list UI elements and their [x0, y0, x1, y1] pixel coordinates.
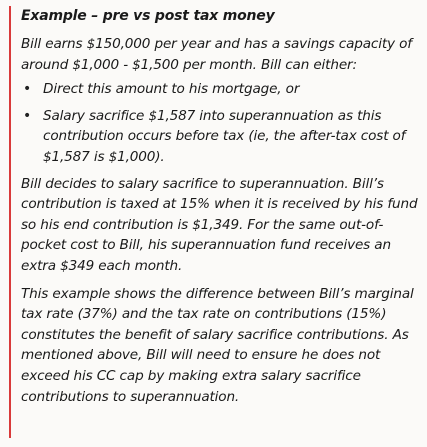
accent-bar: [9, 6, 11, 438]
callout-heading: Example – pre vs post tax money: [21, 8, 275, 24]
list-item: [21, 79, 421, 100]
options-list: [21, 79, 421, 167]
intro-paragraph: Bill earns $150,000 per year and has a savings capacity of around $1,000 - $1,500 per month. Bill can either:: [21, 36, 412, 73]
summary-paragraph: This example shows the difference between Bill’s marginal tax rate (37%) and the tax rate on contributions (15%) constitutes the benefit of salary sacrifice contributions. As mentioned above, Bill will need to ensure he does not exceed his CC cap by making extra salary sacrifice contributions to superannuation.: [21, 285, 414, 405]
list-item-text: Salary sacrifice $1,587 into superannuation as this contribution occurs before tax (ie, the after-tax cost of $1,587 is $1,000).: [43, 107, 406, 165]
decision-paragraph: Bill decides to salary sacrifice to superannuation. Bill’s contribution is taxed at 15% when it is received by his fund so his end contribution is $1,349. For the same out-of-pocket cost to Bill, his superannuation fund receives an extra $349 each month.: [21, 175, 418, 274]
bullet-icon: •: [23, 81, 32, 98]
list-item: [21, 106, 421, 168]
callout-content: [21, 7, 421, 407]
bullet-icon: •: [23, 107, 32, 124]
list-item-text: Direct this amount to his mortgage, or: [43, 81, 300, 98]
